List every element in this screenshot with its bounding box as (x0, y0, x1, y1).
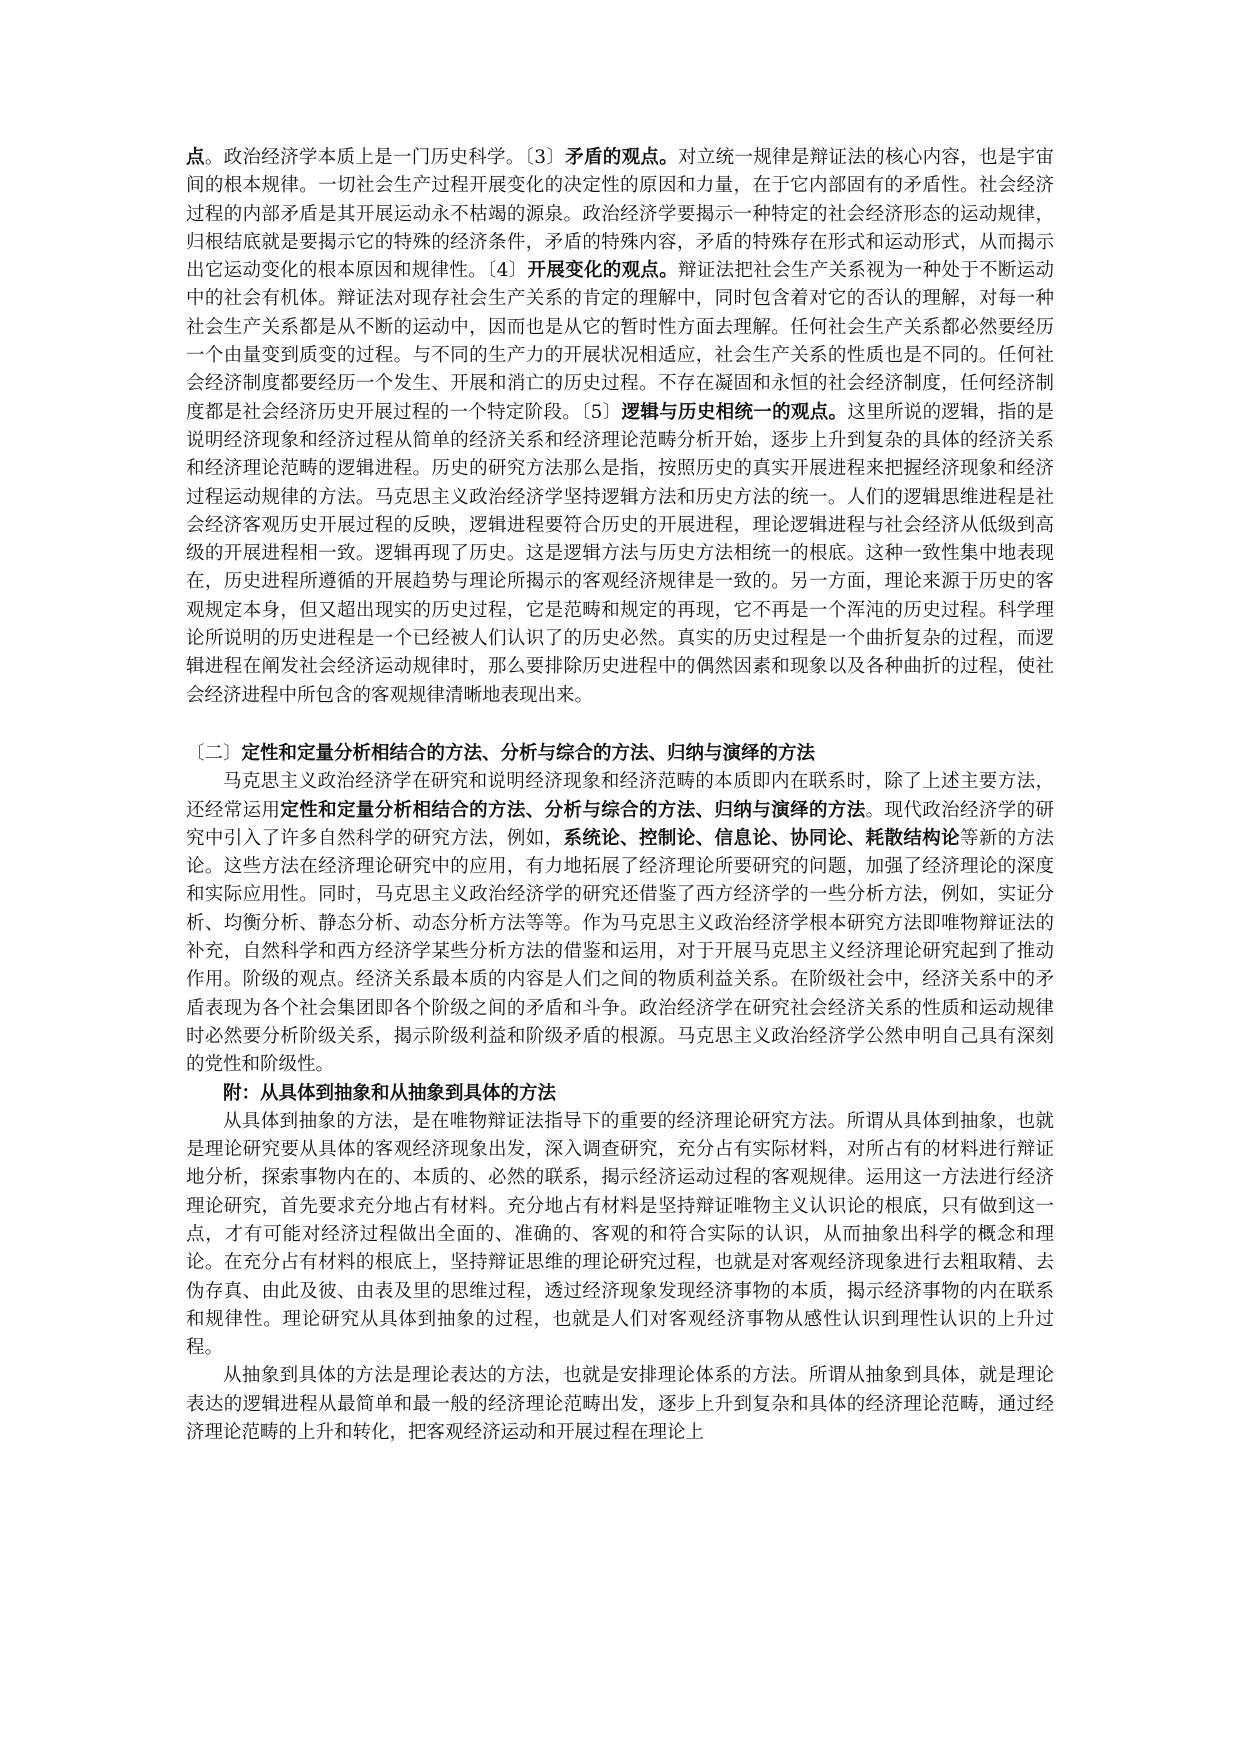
section-heading (186, 740, 1054, 768)
bold-term: 定性和定量分析相结合的方法、分析与综合的方法、归纳与演绎的方法 (280, 799, 866, 821)
paragraph-text: 对立统一规律是辩证法的核心内容，也是宇宙间的根本规律。一切社会生产过程开展变化的决定性的原因和力量，在于它内部固有的矛盾性。社会经济过程的内部矛盾是其开展运动永不枯竭的源泉。政治经济学要揭示一种特定的社会经济形态的运动规律，归根结底就是要揭示它的特殊的经济条件，矛盾的特殊内容，矛盾的特殊存在形式和运动形式，从而揭示出它运动变化的根本原因和规律性。〔4〕 (186, 147, 1054, 282)
document-page (186, 144, 1054, 1447)
appendix-heading (186, 1080, 1054, 1108)
bold-term: 点 (186, 147, 205, 168)
paragraph-methods (186, 768, 1054, 1079)
bold-term: 系统论、控制论、信息论、协同论、耗散结构论 (563, 827, 960, 849)
paragraph-concrete-to-abstract: 从具体到抽象的方法，是在唯物辩证法指导下的重要的经济理论研究方法。所谓从具体到抽象，也就是理论研究要从具体的客观经济现象出发，深入调查研究，充分占有实际材料，对所占有的材料进行辩证地分析，探索事物内在的、本质的、必然的联系，揭示经济运动过程的客观规律。运用这一方法进行经济理论研究，首先要求充分地占有材料。充分地占有材料是坚持辩证唯物主义认识论的根底，只有做到这一点，才有可能对经济过程做出全面的、准确的、客观的和符合实际的认识，从而抽象出科学的概念和理论。在充分占有材料的根底上，坚持辩证思维的理论研究过程，也就是对客观经济现象进行去粗取精、去伪存真、由此及彼、由表及里的思维过程，透过经济现象发现经济事物的本质，揭示经济事物的内在联系和规律性。理论研究从具体到抽象的过程，也就是人们对客观经济事物从感性认识到理性认识的上升过程。 (186, 1110, 1054, 1359)
paragraph-text: 马克思主义政治经济学在研究和说明经济现象和经济范畴的本质即内在联系时，除了上述主要方法，还经常运用 (186, 771, 1054, 821)
paragraph-text: 等新的方法论。这些方法在经济理论研究中的应用，有力地拓展了经济理论所要研究的问题，加强了经济理论的深度和实际应用性。同时，马克思主义政治经济学的研究还借鉴了西方经济学的一些分析方法，例如，实证分析、均衡分析、静态分析、动态分析方法等等。作为马克思主义政治经济学根本研究方法即唯物辩证法的补充，自然科学和西方经济学某些分析方法的借鉴和运用，对于开展马克思主义经济理论研究起到了推动作用。阶级的观点。经济关系最本质的内容是人们之间的物质利益关系。在阶级社会中，经济关系中的矛盾表现为各个社会集团即各个阶级之间的矛盾和斗争。政治经济学在研究社会经济关系的性质和运动规律时必然要分析阶级关系，揭示阶级利益和阶级矛盾的根源。马克思主义政治经济学公然申明自己具有深刻的党性和阶级性。 (186, 827, 1054, 1076)
paragraph-abstract-to-concrete: 从抽象到具体的方法是理论表达的方法，也就是安排理论体系的方法。所谓从抽象到具体，就是理论表达的逻辑进程从最简单和最一般的经济理论范畴出发，逐步上升到复杂和具体的经济理论范畴，通过经济理论范畴的上升和转化，把客观经济运动和开展过程在理论上 (186, 1365, 1054, 1444)
paragraph-text: 。现代政治经济学的研究中引入了许多自然科学的研究方法，例如， (186, 799, 1054, 849)
section-title: 定性和定量分析相结合的方法、分析与综合的方法、归纳与演绎的方法 (241, 742, 816, 764)
bold-term: 逻辑与历史相统一的观点。 (621, 401, 848, 423)
section-number: 〔二〕 (186, 742, 242, 764)
paragraph-text: 辩证法把社会生产关系视为一种处于不断运动中的社会有机体。辩证法对现存社会生产关系的肯定的理解中，同时包含着对它的否认的理解，对每一种社会生产关系都是从不断的运动中，因而也是从它的暂时性方面去理解。任何社会生产关系都必然要经历一个由量变到质变的过程。与不同的生产力的开展状况相适应，社会生产关系的性质也是不同的。任何社会经济制度都要经历一个发生、开展和消亡的历史过程。不存在凝固和永恒的社会经济制度，任何经济制度都是社会经济历史开展过程的一个特定阶段。〔5〕 (186, 260, 1054, 423)
paragraph-text: 。政治经济学本质上是一门历史科学。〔3〕 (204, 147, 566, 168)
bold-term: 矛盾的观点。 (565, 147, 679, 168)
appendix-title: 附：从具体到抽象和从抽象到具体的方法 (223, 1082, 557, 1104)
paragraph-dialectics (186, 144, 1054, 710)
bold-term: 开展变化的观点。 (527, 260, 679, 282)
paragraph-text: 这里所说的逻辑，指的是说明经济现象和经济过程从简单的经济关系和经济理论范畴分析开始，逐步上升到复杂的具体的经济关系和经济理论范畴的逻辑进程。历史的研究方法那么是指，按照历史的真实开展进程来把握经济现象和经济过程运动规律的方法。马克思主义政治经济学坚持逻辑方法和历史方法的统一。人们的逻辑思维进程是社会经济客观历史开展过程的反映，逻辑进程要符合历史的开展进程，理论逻辑进程与社会经济从低级到高级的开展进程相一致。逻辑再现了历史。这是逻辑方法与历史方法相统一的根底。这种一致性集中地表现在，历史进程所遵循的开展趋势与理论所揭示的客观经济规律是一致的。另一方面，理论来源于历史的客观规定本身，但又超出现实的历史过程，它是范畴和规定的再现，它不再是一个浑沌的历史过程。科学理论所说明的历史进程是一个已经被人们认识了的历史必然。真实的历史过程是一个曲折复杂的过程，而逻辑进程在阐发社会经济运动规律时，那么要排除历史进程中的偶然因素和现象以及各种曲折的过程，使社会经济进程中所包含的客观规律清晰地表现出来。 (186, 401, 1054, 706)
